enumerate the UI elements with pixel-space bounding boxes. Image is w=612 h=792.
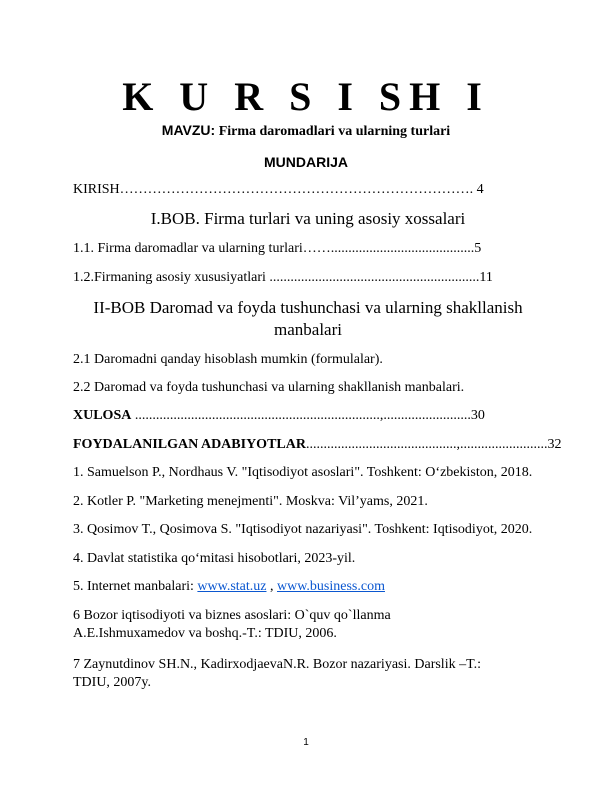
topic-text: Firma daromadlari va ularning turlari — [215, 124, 451, 139]
reference-item-7-line-1: 7 Zaynutdinov SH.N., KadirxodjaevaN.R. Bozor nazariyasi. Darslik –T.: — [73, 657, 481, 672]
stat-uz-link[interactable]: www.stat.uz — [197, 579, 267, 594]
toc-references — [73, 436, 562, 454]
reference-item-7-line-2: TDIU, 2007y. — [73, 675, 152, 690]
reference-item-4: 4. Davlat statistika qo‘mitasi hisobotlari, 2023-yil. — [73, 551, 356, 566]
page-number: 1 — [303, 737, 309, 748]
contents-heading: MUNDARIJA — [264, 154, 348, 170]
toc-section-1-1: 1.1. Firma daromadlar va ularning turlari…….........................................5 — [73, 241, 482, 256]
toc-section-2-1: 2.1 Daromadni qanday hisoblash mumkin (formulalar). — [73, 352, 383, 367]
reference-5-prefix: 5. Internet manbalari: — [73, 579, 198, 594]
toc-chapter-2-line-1: II-BOB Daromad va foyda tushunchasi va ularning shakllanish — [93, 298, 523, 317]
reference-item-1: 1. Samuelson P., Nordhaus V. "Iqtisodiyot asoslari". Toshkent: O‘zbekiston, 2018. — [73, 465, 533, 480]
toc-section-1-2: 1.2.Firmaning asosiy xususiyatlari ............................................................11 — [73, 270, 493, 285]
business-com-link[interactable]: www.business.com — [276, 579, 385, 594]
references-dots: ...........................................,.........................32 — [305, 437, 562, 452]
reference-item-6-line-2: A.E.Ishmuxamedov va boshq.-T.: TDIU, 2006. — [73, 626, 337, 641]
toc-conclusion — [73, 407, 543, 425]
toc-chapter-1: I.BOB. Firma turlari va uning asosiy xossalari — [150, 209, 466, 228]
reference-item-2: 2. Kotler P. "Marketing menejmenti". Moskva: Vil’yams, 2021. — [73, 494, 428, 509]
conclusion-label: XULOSA — [73, 408, 132, 423]
topic-line — [0, 122, 612, 140]
references-label: FOYDALANILGAN ADABIYOTLAR — [73, 437, 306, 452]
toc-chapter-2-line-2: manbalari — [274, 320, 342, 339]
toc-section-2-2: 2.2 Daromad va foyda tushunchasi va ularning shakllanish manbalari. — [73, 380, 465, 395]
reference-item-5 — [73, 578, 543, 596]
reference-5-separator: , — [266, 579, 277, 594]
topic-label: MAVZU: — [161, 122, 216, 138]
conclusion-dots: ......................................................................,.........................30 — [131, 408, 485, 423]
reference-item-6-line-1: 6 Bozor iqtisodiyoti va biznes asoslari: O`quv qo`llanma — [73, 608, 391, 623]
document-title: K U R S I SH I — [122, 74, 490, 119]
reference-item-3: 3. Qosimov T., Qosimova S. "Iqtisodiyot nazariyasi". Toshkent: Iqtisodiyot, 2020. — [73, 522, 533, 537]
toc-intro: KIRISH…………………………………………………………………. 4 — [73, 182, 484, 197]
